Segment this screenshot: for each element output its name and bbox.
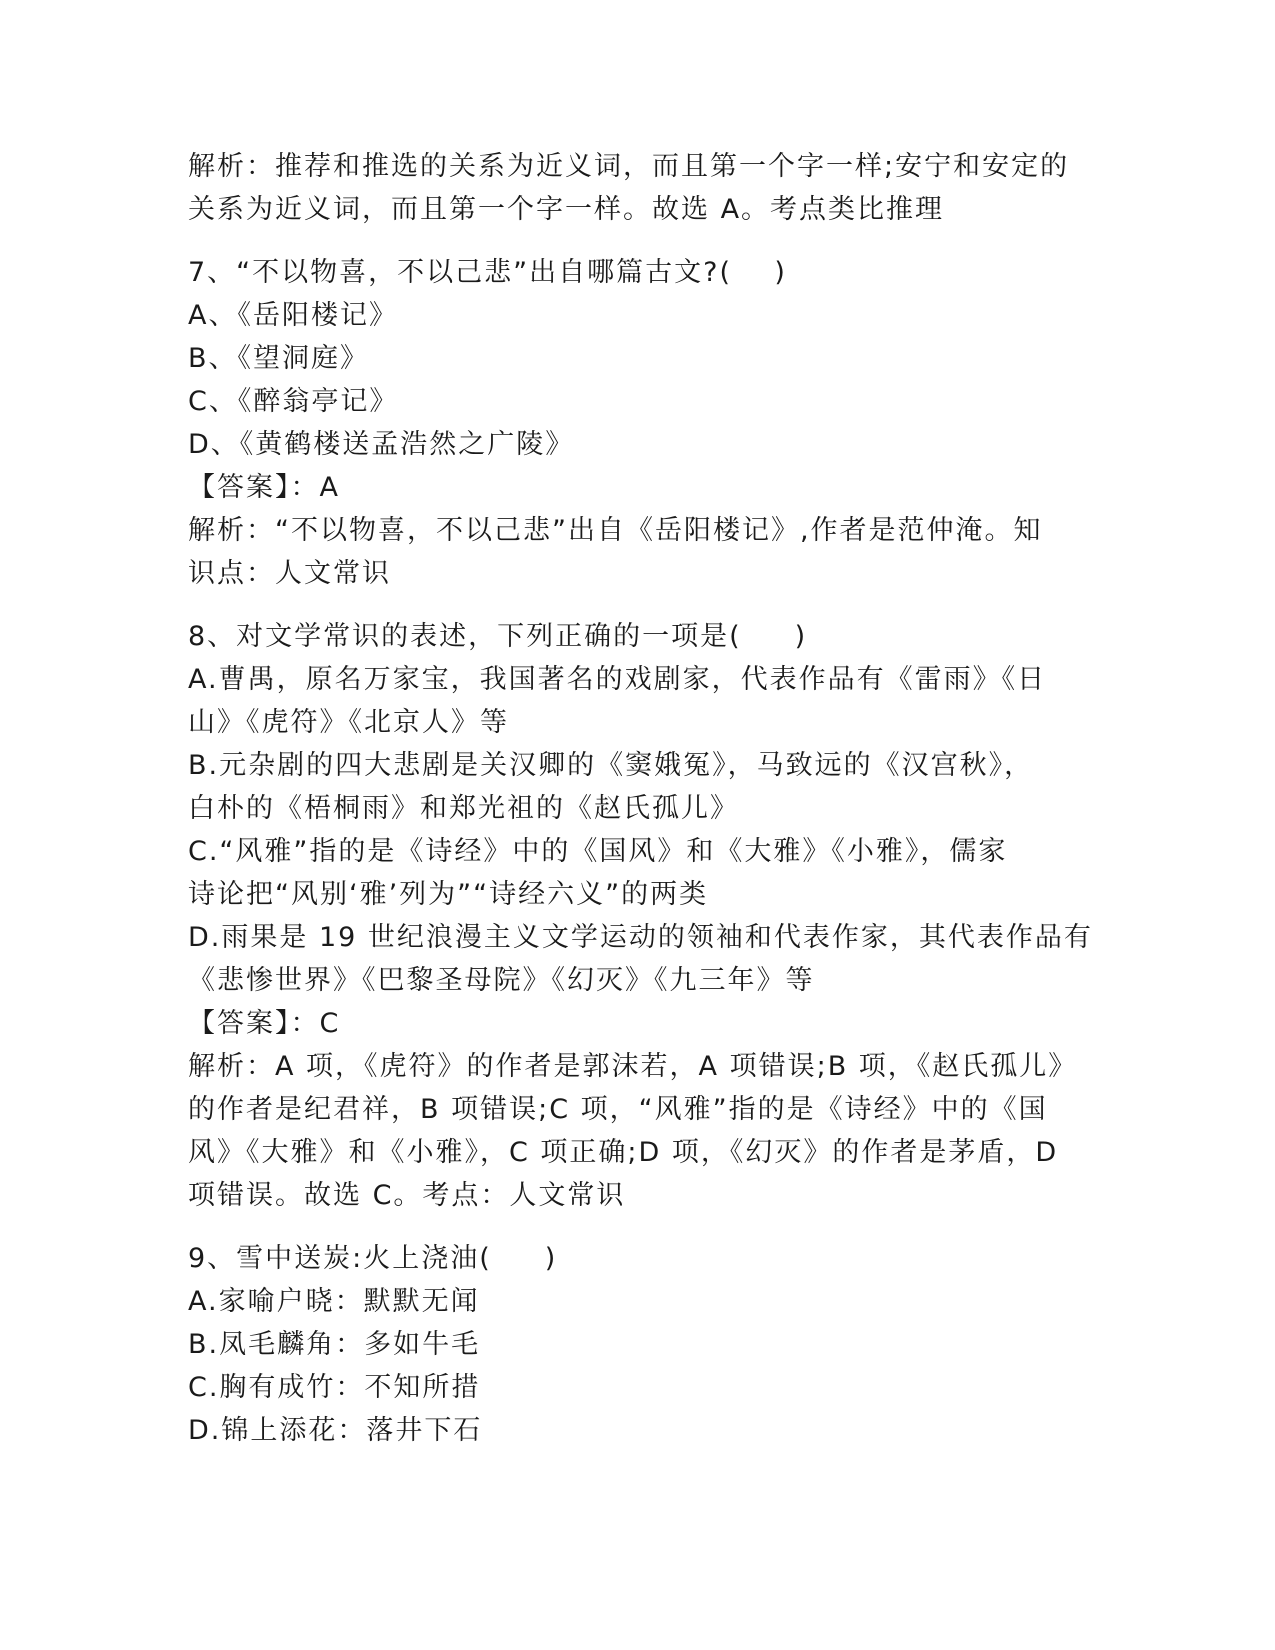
question-stem: 9、雪中送炭:火上浇油( ) bbox=[188, 1243, 558, 1274]
question-8 bbox=[188, 615, 1093, 1217]
analysis-line: 项错误。故选 C。考点：人文常识 bbox=[188, 1180, 626, 1211]
analysis-line: 风》《大雅》和《小雅》，C 项正确;D 项，《幻灭》的作者是茅盾，D bbox=[188, 1137, 1059, 1168]
analysis-line: 解析：“不以物喜，不以己悲”出自《岳阳楼记》,作者是范仲淹。知 bbox=[188, 515, 1043, 546]
option-b: B.元杂剧的四大悲剧是关汉卿的《窦娥冤》，马致远的《汉宫秋》， bbox=[188, 750, 1034, 781]
option-c: C.胸有成竹：不知所措 bbox=[188, 1372, 481, 1403]
option-a: A、《岳阳楼记》 bbox=[188, 300, 398, 331]
option-d-cont: 《悲惨世界》《巴黎圣母院》《幻灭》《九三年》等 bbox=[188, 965, 815, 996]
option-d: D.雨果是 19 世纪浪漫主义文学运动的领袖和代表作家，其代表作品有 bbox=[188, 922, 1093, 953]
option-a-cont: 山》《虎符》《北京人》等 bbox=[188, 707, 509, 738]
answer-line: 【答案】：A bbox=[188, 472, 340, 503]
question-stem: 7、“不以物喜，不以己悲”出自哪篇古文?( ) bbox=[188, 257, 787, 288]
option-b: B.凤毛麟角：多如牛毛 bbox=[188, 1329, 481, 1360]
question-9 bbox=[188, 1237, 1088, 1452]
option-d: D、《黄鹤楼送孟浩然之广陵》 bbox=[188, 429, 575, 460]
option-c-cont: 诗论把“风别‘雅’列为”“诗经六义”的两类 bbox=[188, 879, 709, 910]
page-content bbox=[188, 145, 1093, 1452]
option-c: C、《醉翁亭记》 bbox=[188, 386, 399, 417]
option-a: A.曹禺，原名万家宝，我国著名的戏剧家，代表作品有《雷雨》《日 bbox=[188, 664, 1047, 695]
question-stem: 8、对文学常识的表述，下列正确的一项是( ) bbox=[188, 621, 808, 652]
analysis-line: 关系为近义词，而且第一个字一样。故选 A。考点类比推理 bbox=[188, 194, 945, 225]
option-c: C.“风雅”指的是《诗经》中的《国风》和《大雅》《小雅》，儒家 bbox=[188, 836, 1008, 867]
analysis-line: 解析：A 项，《虎符》的作者是郭沫若，A 项错误;B 项，《赵氏孤儿》 bbox=[188, 1051, 1078, 1082]
option-b: B、《望洞庭》 bbox=[188, 343, 370, 374]
analysis-q6 bbox=[188, 145, 1088, 231]
analysis-line: 解析：推荐和推选的关系为近义词，而且第一个字一样;安宁和安定的 bbox=[188, 151, 1070, 182]
analysis-line: 的作者是纪君祥，B 项错误;C 项，“风雅”指的是《诗经》中的《国 bbox=[188, 1094, 1048, 1125]
option-a: A.家喻户晓：默默无闻 bbox=[188, 1286, 480, 1317]
option-d: D.锦上添花：落井下石 bbox=[188, 1415, 483, 1446]
option-b-cont: 白朴的《梧桐雨》和郑光祖的《赵氏孤儿》 bbox=[188, 793, 739, 824]
question-7 bbox=[188, 251, 1088, 595]
analysis-line: 识点：人文常识 bbox=[188, 558, 391, 589]
answer-line: 【答案】：C bbox=[188, 1008, 341, 1039]
